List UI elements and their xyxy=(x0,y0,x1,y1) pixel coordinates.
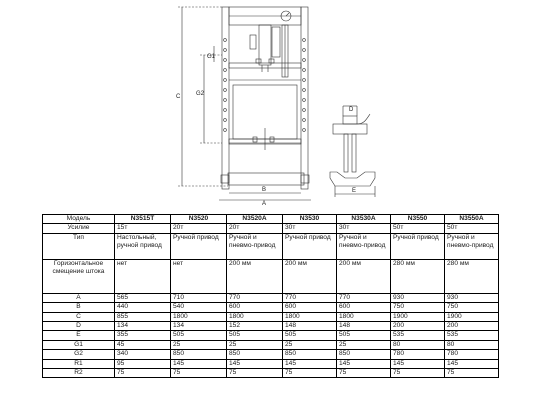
table-cell: 145 xyxy=(337,359,391,368)
table-cell: 152 xyxy=(227,321,283,330)
table-cell: 15т xyxy=(115,224,171,233)
table-cell: 1900 xyxy=(391,312,445,321)
table-cell: 280 мм xyxy=(445,259,499,293)
table-cell: 505 xyxy=(337,331,391,340)
table-cell: 930 xyxy=(391,293,445,302)
table-cell: нет xyxy=(115,259,171,293)
table-cell: 850 xyxy=(337,350,391,359)
table-row xyxy=(43,331,499,340)
table-cell: 780 xyxy=(445,350,499,359)
table-cell: 1800 xyxy=(227,312,283,321)
side-view-column xyxy=(344,134,348,172)
row-label: A xyxy=(43,293,115,302)
table-cell: 770 xyxy=(337,293,391,302)
table-cell: 75 xyxy=(283,368,337,377)
row-label: D xyxy=(43,321,115,330)
table-cell: 1800 xyxy=(283,312,337,321)
table-cell: 600 xyxy=(337,303,391,312)
table-cell: 75 xyxy=(337,368,391,377)
row-label: Горизонтальное смещение штока xyxy=(43,259,115,293)
table-cell: 148 xyxy=(337,321,391,330)
table-row xyxy=(43,368,499,377)
table-row xyxy=(43,321,499,330)
table-cell: 25 xyxy=(337,340,391,349)
table-row xyxy=(43,259,499,293)
table-cell: 80 xyxy=(391,340,445,349)
table-cell: 600 xyxy=(283,303,337,312)
header-model-label: Модель xyxy=(43,215,115,224)
table-header-row xyxy=(43,215,499,224)
table-row xyxy=(43,350,499,359)
base-beam xyxy=(228,173,304,185)
table-cell: 30т xyxy=(283,224,337,233)
table-cell: 855 xyxy=(115,312,171,321)
label-a: A xyxy=(262,201,267,207)
table-cell: нет xyxy=(171,259,227,293)
header-model: N3520 xyxy=(171,215,227,224)
table-cell: 505 xyxy=(227,331,283,340)
table-cell: 200 мм xyxy=(337,259,391,293)
table-cell: 148 xyxy=(283,321,337,330)
row-label: G2 xyxy=(43,350,115,359)
row-label: E xyxy=(43,331,115,340)
table-cell: 600 xyxy=(227,303,283,312)
row-label: C xyxy=(43,312,115,321)
table-cell: 440 xyxy=(115,303,171,312)
row-label: R2 xyxy=(43,368,115,377)
table-cell: 25 xyxy=(283,340,337,349)
table-cell: 505 xyxy=(171,331,227,340)
row-label: G1 xyxy=(43,340,115,349)
table-row xyxy=(43,293,499,302)
table-cell: 145 xyxy=(227,359,283,368)
row-label: Усилие xyxy=(43,224,115,233)
upper-crossbar xyxy=(229,63,301,68)
table-cell: 565 xyxy=(115,293,171,302)
label-b: B xyxy=(262,187,267,193)
header-model: N3515T xyxy=(115,215,171,224)
table-cell: 30т xyxy=(337,224,391,233)
table-cell: 200 xyxy=(391,321,445,330)
press-specifications-table xyxy=(42,214,499,378)
table-cell: 850 xyxy=(171,350,227,359)
header-model: N3550A xyxy=(445,215,499,224)
right-column xyxy=(301,7,308,189)
table-row xyxy=(43,303,499,312)
table-cell: 45 xyxy=(115,340,171,349)
table-cell: 75 xyxy=(171,368,227,377)
label-c: C xyxy=(176,94,181,100)
table-cell: 75 xyxy=(227,368,283,377)
table-cell: 280 мм xyxy=(391,259,445,293)
table-cell: 200 xyxy=(445,321,499,330)
table-cell: 200 мм xyxy=(283,259,337,293)
table-cell: 535 xyxy=(391,331,445,340)
table-cell: 80 xyxy=(445,340,499,349)
table-cell: 50т xyxy=(445,224,499,233)
table-cell: 1900 xyxy=(445,312,499,321)
row-label: R1 xyxy=(43,359,115,368)
table-cell: Ручной привод xyxy=(283,233,337,259)
table-cell: 850 xyxy=(283,350,337,359)
side-view-base xyxy=(330,172,375,186)
label-g1: G1 xyxy=(207,54,216,60)
table-cell: 20т xyxy=(171,224,227,233)
table-cell: 1800 xyxy=(171,312,227,321)
table-cell: 134 xyxy=(115,321,171,330)
table-cell: 50т xyxy=(391,224,445,233)
table-cell: 75 xyxy=(391,368,445,377)
table-cell: 25 xyxy=(171,340,227,349)
table-cell: 930 xyxy=(445,293,499,302)
table-cell: Ручной и пневмо-привод xyxy=(445,233,499,259)
table-cell: Ручной привод xyxy=(171,233,227,259)
table-cell: 145 xyxy=(391,359,445,368)
row-label: B xyxy=(43,303,115,312)
header-model: N3520A xyxy=(227,215,283,224)
table-cell: 95 xyxy=(115,359,171,368)
table-cell: 145 xyxy=(445,359,499,368)
table-row xyxy=(43,312,499,321)
table-row xyxy=(43,233,499,259)
table-cell: 145 xyxy=(171,359,227,368)
table-cell: 540 xyxy=(171,303,227,312)
table-row xyxy=(43,340,499,349)
header-model: N3530A xyxy=(337,215,391,224)
table-cell: Ручной привод xyxy=(391,233,445,259)
table-cell: 1800 xyxy=(337,312,391,321)
table-cell: 25 xyxy=(227,340,283,349)
table-cell: 750 xyxy=(391,303,445,312)
side-view-head xyxy=(343,116,357,124)
table-cell: 134 xyxy=(171,321,227,330)
table-cell: 75 xyxy=(115,368,171,377)
label-d: D xyxy=(349,107,354,113)
table-cell: 200 мм xyxy=(227,259,283,293)
row-label: Тип xyxy=(43,233,115,259)
table-cell: 20т xyxy=(227,224,283,233)
table-cell: 770 xyxy=(227,293,283,302)
table-cell: 850 xyxy=(227,350,283,359)
label-g2: G2 xyxy=(196,91,205,97)
table-cell: 505 xyxy=(283,331,337,340)
table-cell: Настольный, ручной привод xyxy=(115,233,171,259)
table-cell: 750 xyxy=(445,303,499,312)
table-row xyxy=(43,224,499,233)
table-cell: 340 xyxy=(115,350,171,359)
table-cell: 535 xyxy=(445,331,499,340)
table-cell: 355 xyxy=(115,331,171,340)
header-model: N3530 xyxy=(283,215,337,224)
label-e: E xyxy=(352,188,357,194)
table-cell: 75 xyxy=(445,368,499,377)
left-column xyxy=(222,7,229,189)
table-cell: Ручной и пневмо-привод xyxy=(227,233,283,259)
table-cell: 710 xyxy=(171,293,227,302)
table-cell: Ручной и пневмо-привод xyxy=(337,233,391,259)
table-cell: 770 xyxy=(283,293,337,302)
table-row xyxy=(43,359,499,368)
table-cell: 780 xyxy=(391,350,445,359)
header-model: N3550 xyxy=(391,215,445,224)
table-cell: 145 xyxy=(283,359,337,368)
